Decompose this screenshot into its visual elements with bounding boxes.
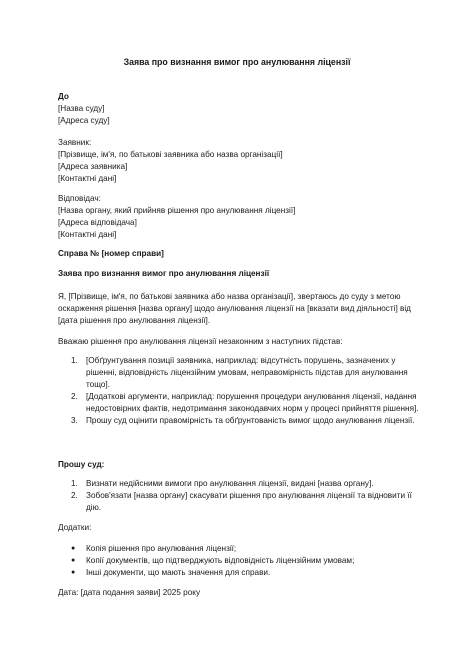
list-text: Визнати недійсними вимоги про анулювання ліцензії, видані [назва органу]. [86,479,374,488]
statement-paragraph: Я, [Прізвище, ім'я, по батькові заявника або назва організації], звертаюсь до суду з метою оскарження рішення [назва органу] щодо анулювання ліцензії на [вказати вид діяльності] від [дата рішення про анулювання ліцензії]. [58,292,411,326]
date-block [58,587,420,599]
reasons-list [58,355,420,428]
recipient-label: До [58,92,69,101]
list-item [58,555,420,567]
statement-heading-block [58,268,420,280]
respondent-address: [Адреса відповідача] [58,218,137,228]
respondent-block [58,193,420,241]
bullet-icon: ● [71,557,76,565]
list-item [58,490,420,514]
list-text: [Обґрунтування позиції заявника, наприклад: відсутність порушень, зазначених у рішенні, відповідність ліцензійним умовам, неправомірність підстав для анулювання тощо]. [86,356,408,390]
list-text: Інші документи, що мають значення для справи. [86,568,271,578]
list-item [58,543,420,555]
list-text: Зобов'язати [назва органу] скасувати рішення про анулювання ліцензії та відновити її дію. [86,491,412,513]
attachments-label: Додатки: [58,523,92,532]
attachments-list [58,543,420,579]
statement-heading: Заява про визнання вимог про анулювання ліцензії [58,269,270,278]
court-name: [Назва суду] [58,104,105,114]
list-text: [Додаткові аргументи, наприклад: порушення процедури анулювання ліцензії, надання недостовірних фактів, недотримання законодавчих норм у процесі прийняття рішення]. [86,392,419,414]
applicant-block [58,137,420,185]
list-item [58,415,420,427]
list-item [58,355,420,391]
requests-label: Прошу суд: [58,460,105,469]
date-line: Дата: [дата подання заяви] 2025 року [58,588,201,597]
applicant-label: Заявник: [58,138,92,147]
reasons-intro: Вважаю рішення про анулювання ліцензії незаконним з наступних підстав: [58,337,343,346]
bullet-icon: ● [71,569,76,577]
respondent-contacts: [Контактні дані] [58,230,117,240]
list-item [58,567,420,579]
list-number: 3. [71,416,78,426]
statement-paragraph-block [58,291,420,327]
list-text: Прошу суд оцінити правомірність та обґрунтованість вимог щодо анулювання ліцензії. [86,416,415,426]
list-number: 1. [71,356,78,365]
list-item [58,478,420,490]
document-title: Заява про визнання вимог про анулювання ліцензії [123,57,351,67]
respondent-label: Відповідач: [58,194,101,203]
respondent-name: [Назва органу, який прийняв рішення про анулювання ліцензії] [58,206,296,216]
list-text: Копії документів, що підтверджують відповідність ліцензійним умовам; [86,556,355,566]
requests-list [58,478,420,514]
attachments-label-block [58,522,420,534]
reasons-intro-block [58,336,420,348]
list-number: 2. [71,392,78,402]
court-address: [Адреса суду] [58,116,110,126]
applicant-contacts: [Контактні дані] [58,174,117,184]
list-number: 2. [71,491,78,501]
recipient-block [58,91,420,127]
bullet-icon: ● [71,545,76,552]
list-text: Копія рішення про анулювання ліцензії; [86,544,237,553]
case-number-label: Справа № [номер справи] [58,249,164,258]
list-number: 1. [71,479,78,488]
case-number [58,248,420,260]
requests-label-block [58,459,420,471]
list-item [58,391,420,415]
applicant-name: [Прізвище, ім'я, по батькові заявника або назва організації] [58,150,283,160]
applicant-address: [Адреса заявника] [58,162,128,172]
